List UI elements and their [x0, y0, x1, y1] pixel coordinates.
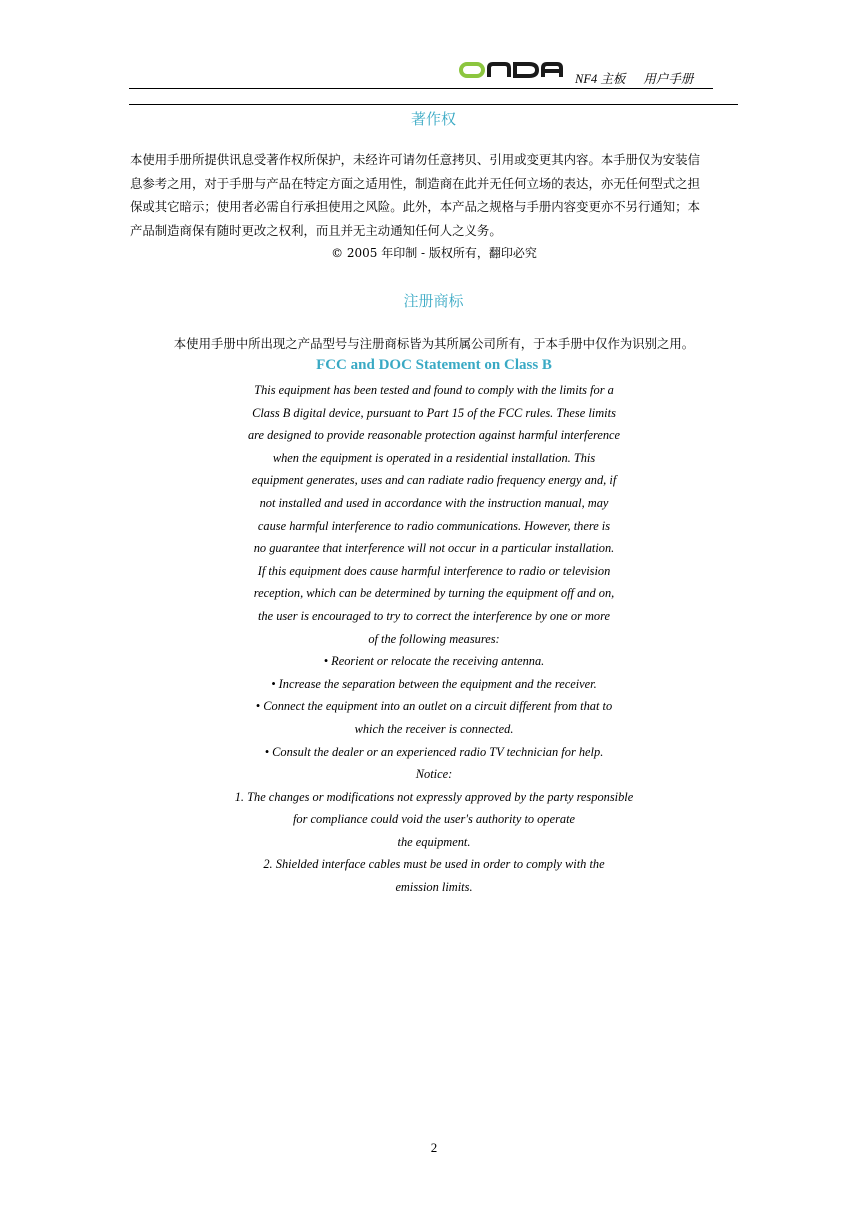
fcc-line: • Reorient or relocate the receiving antenna. — [323, 654, 545, 669]
fcc-line: for compliance could void the user's authority to operate — [292, 812, 576, 827]
copyright-line: 产品制造商保有随时更改之权利，而且并无主动通知任何人之义务。 — [130, 222, 502, 238]
copyright-notice: © 2005 年印制 - 版权所有，翻印必究 — [331, 246, 537, 260]
fcc-line: Class B digital device, pursuant to Part 15 of the FCC rules. These limits — [252, 405, 616, 420]
fcc-line: 2. Shielded interface cables must be used in order to comply with the — [263, 857, 605, 872]
fcc-line: If this equipment does cause harmful interference to radio or television — [257, 563, 611, 578]
fcc-line: are designed to provide reasonable protection against harmful interference — [247, 428, 621, 443]
copyright-line: 息参考之用，对于手册与产品在特定方面之适用性，制造商在此并无任何立场的表达，亦无任何型式之担 — [130, 175, 700, 191]
copyright-title: 著作权 — [410, 110, 456, 128]
fcc-line: the user is encouraged to try to correct the interference by one or more — [257, 608, 610, 623]
manual-label: 用户手册 — [643, 72, 694, 86]
header-caption — [575, 69, 693, 87]
fcc-line: cause harmful interference to radio communications. However, there is — [257, 518, 611, 533]
fcc-line: reception, which can be determined by turning the equipment off and on, — [253, 586, 615, 601]
trademark-title: 注册商标 — [403, 292, 464, 310]
fcc-line: 1. The changes or modifications not expressly approved by the party responsible — [234, 789, 634, 804]
copyright-line: 保或其它暗示；使用者必需自行承担使用之风险。此外，本产品之规格与手册内容变更亦不另行通知；本 — [130, 199, 700, 214]
fcc-line: the equipment. — [397, 834, 471, 849]
header-rule-lower — [129, 104, 738, 105]
fcc-line: of the following measures: — [368, 631, 500, 646]
fcc-line: • Increase the separation between the equipment and the receiver. — [271, 676, 597, 691]
page-number: 2 — [430, 1140, 438, 1155]
fcc-statement — [130, 379, 738, 899]
trademark-paragraph: 本使用手册中所出现之产品型号与注册商标皆为其所属公司所有，于本手册中仅作为识别之用。 — [173, 336, 695, 351]
fcc-line: Notice: — [415, 767, 453, 782]
copyright-line: 本使用手册所提供讯息受著作权所保护，未经许可请勿任意拷贝、引用或变更其内容。本手册仅为安装信 — [130, 152, 700, 167]
onda-logo — [459, 60, 565, 80]
fcc-line: • Consult the dealer or an experienced radio TV technician for help. — [264, 744, 604, 759]
fcc-line: when the equipment is operated in a residential installation. This — [272, 450, 596, 465]
copyright-paragraph — [130, 148, 738, 242]
fcc-title: FCC and DOC Statement on Class B — [316, 357, 552, 373]
fcc-line: no guarantee that interference will not occur in a particular installation. — [253, 541, 615, 556]
fcc-line: which the receiver is connected. — [354, 721, 514, 736]
header-rule — [129, 88, 713, 89]
fcc-line: This equipment has been tested and found to comply with the limits for a — [254, 383, 614, 397]
fcc-line: not installed and used in accordance with the instruction manual, may — [259, 495, 609, 510]
board-type: 主板 — [600, 72, 626, 86]
fcc-line: equipment generates, uses and can radiate radio frequency energy and, if — [251, 473, 617, 488]
board-model: NF4 — [575, 72, 598, 86]
fcc-line: emission limits. — [395, 880, 473, 895]
page-header — [0, 0, 868, 110]
fcc-line: • Connect the equipment into an outlet on a circuit different from that to — [255, 699, 613, 714]
